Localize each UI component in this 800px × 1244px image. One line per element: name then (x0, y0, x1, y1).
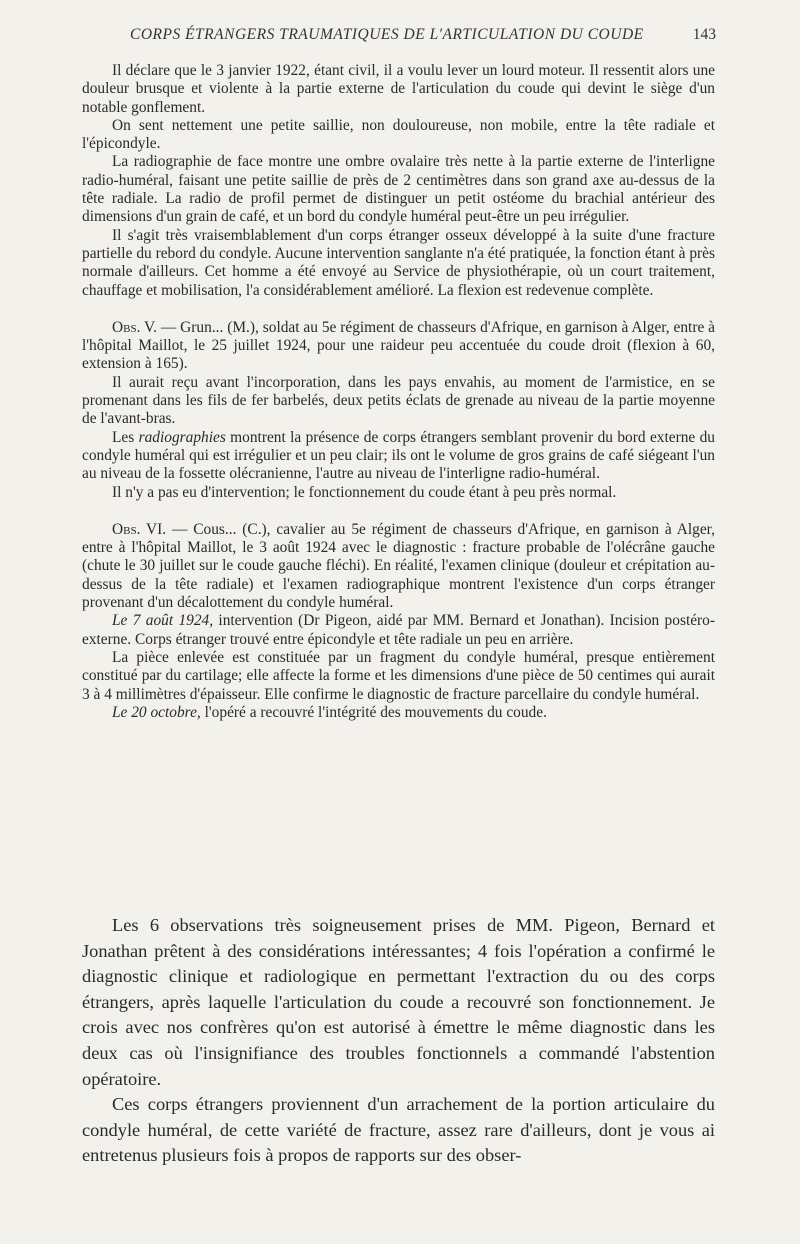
paragraph (82, 612, 715, 649)
text-span: Les (112, 428, 139, 446)
italic-date: Le 7 août 1924, (112, 612, 214, 630)
running-title: CORPS ÉTRANGERS TRAUMATIQUES DE L'ARTICULATION DU COUDE (130, 26, 644, 43)
paragraph: Il aurait reçu avant l'incorporation, dans les pays envahis, au moment de l'armistice, en se promenant dans les fils de fer barbelés, deux petits éclats de grenade au niveau de la partie moyenne de l'avant-bras. (82, 373, 715, 428)
case-notes (82, 62, 715, 722)
observation-vi (82, 521, 715, 612)
italic-term: radiographies (138, 428, 226, 446)
text-span: intervention (Dr Pigeon, aidé par MM. Bernard et Jonathan). Incision postéro-externe. Corps étranger trouvé entre épicondyle et tête radiale un peu en arrière. (82, 612, 715, 648)
paragraph: Ces corps étrangers proviennent d'un arrachement de la portion articulaire du condyle huméral, de cette variété de fracture, assez rare d'ailleurs, dont je vous ai entretenus plusieurs fois à propos de rapports sur des obser- (82, 1094, 715, 1166)
observation-intro: — Grun... (M.), soldat au 5e régiment de chasseurs d'Afrique, en garnison à Alger, entre à l'hôpital Maillot, le 25 juillet 1924, pour une raideur peu accentuée du coude droit (flexion à 60, extension à 165). (82, 318, 715, 373)
paragraph (82, 704, 715, 722)
page-number: 143 (692, 26, 716, 43)
text-span: montrent la présence de corps étrangers semblant provenir du bord externe du condyle huméral qui est irrégulier et un peu clair; ils ont le volume de gros grains de café siégeant l'un au niveau de la fossette olécranienne, l'autre au niveau de l'interligne radio-huméral. (82, 428, 715, 483)
paragraph: La radiographie de face montre une ombre ovalaire très nette à la partie externe de l'interligne radio-huméral, faisant une petite saillie de près de 2 centimètres dans son grand axe au-dessus de la tête radiale. La radio de profil permet de distinguer un petit ostéome du brachial antérieur des dimensions d'un grain de café, et un bord du condyle huméral peut-être un peu irrégulier. (82, 153, 715, 226)
paragraph: On sent nettement une petite saillie, non douloureuse, non mobile, entre la tête radiale et l'épicondyle. (82, 116, 715, 153)
observation-v (82, 319, 715, 374)
paragraph: Il déclare que le 3 janvier 1922, étant civil, il a voulu lever un lourd moteur. Il ressentit alors une douleur brusque et violente à la partie externe de l'articulation du coude qui devint le siège d'un notable gonflement. (82, 62, 715, 116)
text-span: l'opéré a recouvré l'intégrité des mouvements du coude. (200, 703, 547, 721)
observation-intro: — Cous... (C.), cavalier au 5e régiment de chasseurs d'Afrique, en garnison à Alger, entre à l'hôpital Maillot, le 3 août 1924 avec le diagnostic : fracture probable de l'olécrâne gauche (chute le 30 juillet sur le coude gauche fléchi). En réalité, l'examen clinique (douleur et crépitation au-dessus de la tête radiale) et l'examen radiographique montrent l'existence d'un corps étranger provenant d'un décalottement du condyle huméral. (82, 520, 716, 612)
discussion-text (82, 913, 715, 1169)
italic-date: Le 20 octobre, (112, 703, 201, 721)
paragraph: Il s'agit très vraisemblablement d'un corps étranger osseux développé à la suite d'une fracture partielle du rebord du condyle. Aucune intervention sanglante n'a été pratiquée, la fonction étant à près normale d'ailleurs. Cet homme a été envoyé au Service de physiothérapie, où un court traitement, chauffage et mobilisation, l'a considérablement amélioré. La flexion est redevenue complète. (82, 226, 715, 299)
paragraph: Il n'y a pas eu d'intervention; le fonctionnement du coude étant à peu près normal. (112, 483, 617, 501)
observation-label: Obs. V. (112, 318, 158, 336)
paragraph: Les 6 observations très soigneusement prises de MM. Pigeon, Bernard et Jonathan prêtent à des considérations intéressantes; 4 fois l'opération a confirmé le diagnostic clinique et radiologique en permettant l'extraction du ou des corps étrangers, après laquelle l'articulation du coude a recouvré son fonctionnement. Je crois avec nos confrères qu'on est autorisé à émettre le même diagnostic dans les deux cas où l'insignifiance des troubles fonctionnels a commandé l'abstention opératoire. (82, 915, 715, 1089)
paragraph (82, 429, 715, 484)
page-header (0, 26, 800, 50)
paragraph: La pièce enlevée est constituée par un fragment du condyle huméral, presque entièrement constitué par du cartilage; elle affecte la forme et les dimensions d'une pièce de 50 centimes qui aurait 3 à 4 millimètres d'épaisseur. Elle confirme le diagnostic de fracture parcellaire du condyle huméral. (82, 648, 715, 703)
observation-label: Obs. VI. (112, 520, 167, 538)
